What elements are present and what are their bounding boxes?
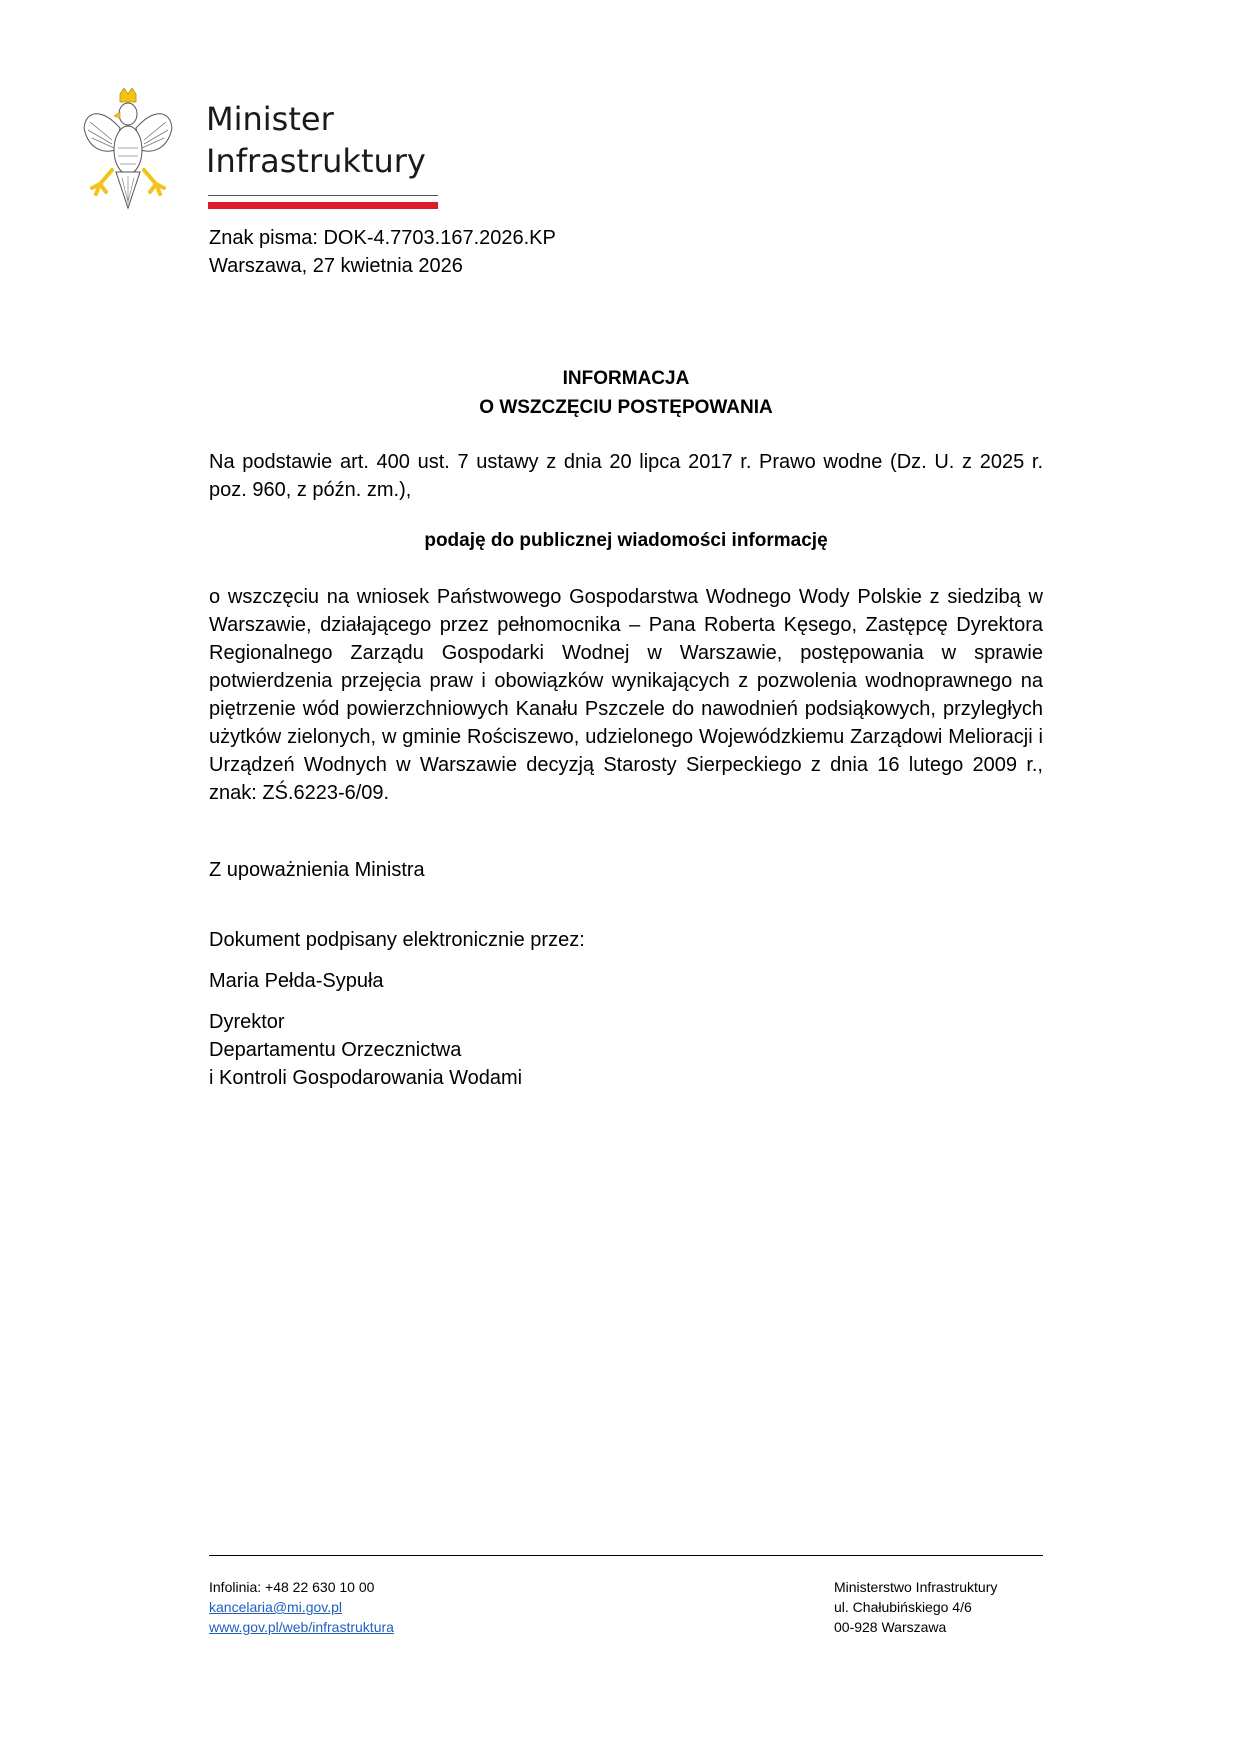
signer-position <box>209 1008 522 1092</box>
reference-number: Znak pisma: DOK-4.7703.167.2026.KP <box>209 227 556 249</box>
document-meta <box>209 224 556 280</box>
polish-eagle-emblem-icon <box>82 88 174 210</box>
department-line-2: i Kontroli Gospodarowania Wodami <box>209 1067 523 1089</box>
hotline: Infolinia: +48 22 630 10 00 <box>209 1579 375 1595</box>
email-link[interactable]: kancelaria@mi.gov.pl <box>209 1599 343 1615</box>
website-link[interactable]: www.gov.pl/web/infrastruktura <box>209 1619 394 1635</box>
footer-address <box>834 1577 997 1637</box>
legal-basis-paragraph: Na podstawie art. 400 ust. 7 ustawy z dnia 20 lipca 2017 r. Prawo wodne (Dz. U. z 2025 r. poz. 960, z późn. zm.), <box>209 451 1043 501</box>
position-title: Dyrektor <box>209 1011 285 1033</box>
place-date: Warszawa, 27 kwietnia 2026 <box>209 255 463 277</box>
brand-line-1: Minister <box>206 100 334 138</box>
footer-contact <box>209 1577 394 1637</box>
flag-red-bar <box>208 202 438 209</box>
signed-by-label: Dokument podpisany elektronicznie przez: <box>209 929 585 951</box>
brand-line-2: Infrastruktury <box>206 142 426 180</box>
logo-divider <box>208 195 438 196</box>
ministry-name <box>206 98 426 182</box>
ministry-logo <box>82 88 442 213</box>
authorization-line: Z upoważnienia Ministra <box>209 859 425 881</box>
document-title <box>209 364 1043 422</box>
department-line-1: Departamentu Orzecznictwa <box>209 1039 462 1061</box>
signer-name: Maria Pełda-Sypuła <box>209 970 384 992</box>
announcement-lead: podaję do publicznej wiadomości informację <box>424 530 828 551</box>
street: ul. Chałubińskiego 4/6 <box>834 1599 972 1615</box>
org-name: Ministerstwo Infrastruktury <box>834 1579 998 1595</box>
footer-divider <box>209 1555 1043 1556</box>
city: 00-928 Warszawa <box>834 1619 947 1635</box>
main-paragraph: o wszczęciu na wniosek Państwowego Gospodarstwa Wodnego Wody Polskie z siedzibą w Warszawie, działającego przez pełnomocnika – Pana Roberta Kęsego, Zastępcę Dyrektora Regionalnego Zarządu Gospodarki Wodnej w Warszawie, postępowania w sprawie potwierdzenia przejęcia praw i obowiązków wynikających z pozwolenia wodnoprawnego na piętrzenie wód powierzchniowych Kanału Pszczele do nawodnień podsiąkowych, przyległych użytków zielonych, w gminie Rościszewo, udzielonego Wojewódzkiemu Zarządowi Melioracji i Urządzeń Wodnych w Warszawie decyzją Starosty Sierpeckiego z dnia 16 lutego 2009 r., znak: ZŚ.6223-6/09. <box>209 586 1043 804</box>
title-line-2: O WSZCZĘCIU POSTĘPOWANIA <box>479 397 773 418</box>
title-line-1: INFORMACJA <box>562 368 690 389</box>
